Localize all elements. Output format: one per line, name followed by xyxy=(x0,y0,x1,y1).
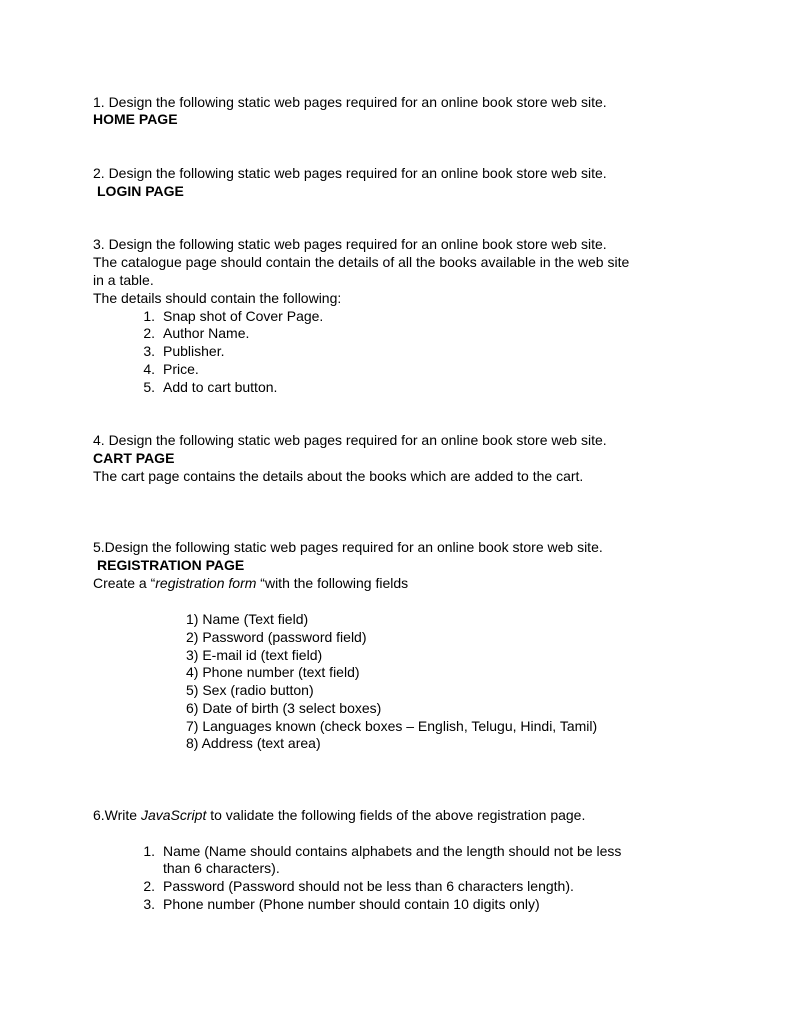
q5-field: 4) Phone number (text field) xyxy=(186,664,360,680)
q5-field: 5) Sex (radio button) xyxy=(186,682,314,698)
q6-item-number: 3. xyxy=(143,896,155,912)
q3-item: Price. xyxy=(163,361,199,377)
q6-prefix: 6.Write xyxy=(93,807,141,823)
q6-item-number: 2. xyxy=(143,878,155,894)
q6-suffix: to validate the following fields of the above registration page. xyxy=(206,807,586,823)
q5-field: 8) Address (text area) xyxy=(186,735,321,751)
q5-page-heading: REGISTRATION PAGE xyxy=(97,557,245,573)
q5-field: 7) Languages known (check boxes – English, Telugu, Hindi, Tamil) xyxy=(186,718,598,734)
q5-create-line xyxy=(93,575,408,592)
q3-desc-line2: in a table. xyxy=(93,272,154,288)
q3-item-number: 4. xyxy=(143,361,155,377)
q3-item: Snap shot of Cover Page. xyxy=(163,308,324,324)
q6-item-number: 1. xyxy=(143,843,155,859)
q4-page-heading: CART PAGE xyxy=(93,450,175,466)
q5-create-suffix: “with the following fields xyxy=(256,575,409,591)
q3-item-number: 5. xyxy=(143,379,155,395)
q5-field: 1) Name (Text field) xyxy=(186,611,309,627)
q6-item-continuation: than 6 characters). xyxy=(163,860,280,876)
q6-text xyxy=(93,807,585,824)
q6-item: Phone number (Phone number should contain 10 digits only) xyxy=(163,896,540,912)
q2-page-heading: LOGIN PAGE xyxy=(97,183,184,199)
q1-text: 1. Design the following static web pages required for an online book store web site. xyxy=(93,94,607,110)
q5-field: 3) E-mail id (text field) xyxy=(186,647,323,663)
q4-desc: The cart page contains the details about the books which are added to the cart. xyxy=(93,468,584,484)
q6-item: Name (Name should contains alphabets and the length should not be less xyxy=(163,843,622,859)
q3-desc-line3: The details should contain the following: xyxy=(93,290,342,306)
q1-page-heading: HOME PAGE xyxy=(93,111,178,127)
q3-item-number: 2. xyxy=(143,325,155,341)
q4-text: 4. Design the following static web pages required for an online book store web site. xyxy=(93,432,607,448)
q6-item: Password (Password should not be less than 6 characters length). xyxy=(163,878,574,894)
q3-desc-line1: The catalogue page should contain the details of all the books available in the web site xyxy=(93,254,630,270)
q3-item: Publisher. xyxy=(163,343,225,359)
q3-item: Add to cart button. xyxy=(163,379,278,395)
q5-field: 2) Password (password field) xyxy=(186,629,367,645)
q3-text: 3. Design the following static web pages required for an online book store web site. xyxy=(93,236,607,252)
q3-item: Author Name. xyxy=(163,325,250,341)
q3-item-number: 1. xyxy=(143,308,155,324)
q5-create-prefix: Create a “ xyxy=(93,575,156,591)
q3-item-number: 3. xyxy=(143,343,155,359)
q5-field: 6) Date of birth (3 select boxes) xyxy=(186,700,382,716)
q5-text: 5.Design the following static web pages required for an online book store web site. xyxy=(93,539,603,555)
q5-create-italic: registration form xyxy=(155,575,257,591)
q2-text: 2. Design the following static web pages required for an online book store web site. xyxy=(93,165,607,181)
q6-italic: JavaScript xyxy=(140,807,207,823)
